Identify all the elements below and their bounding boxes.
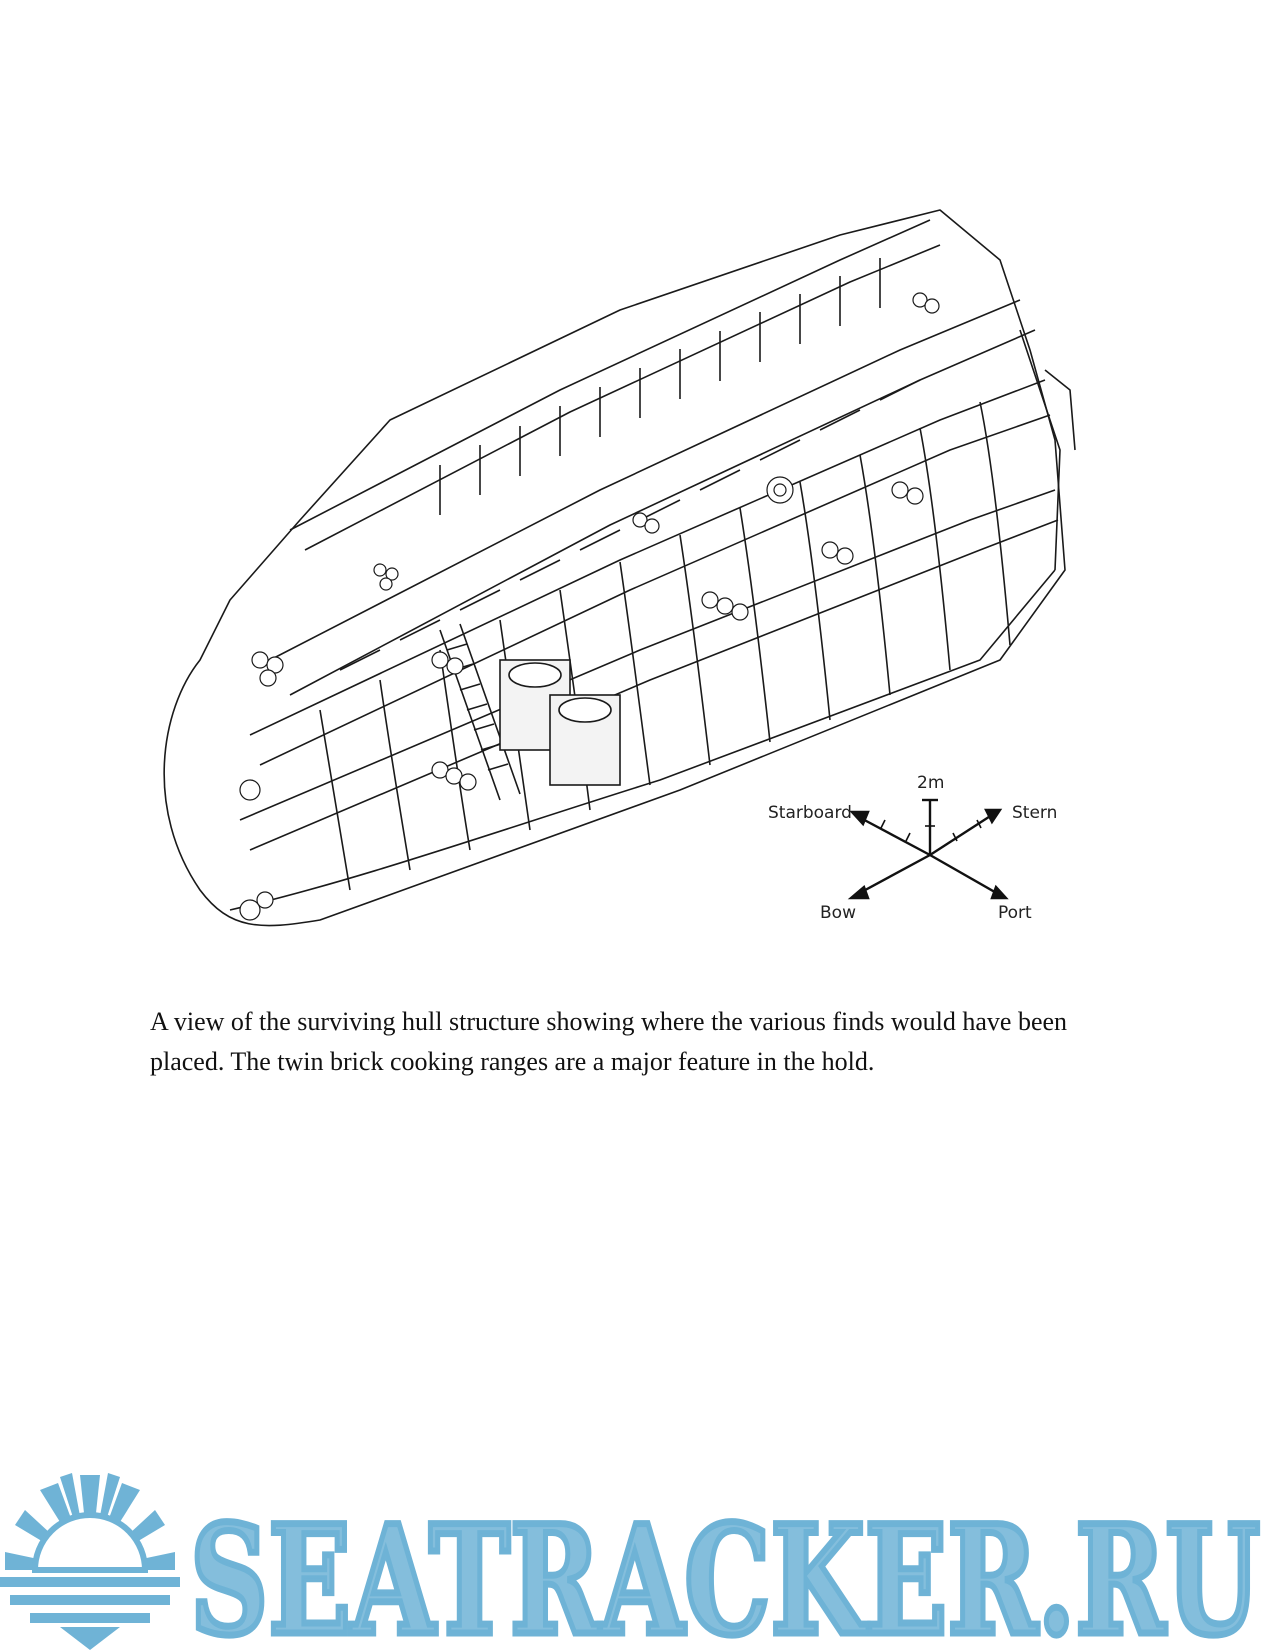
- orientation-compass: [851, 800, 1006, 898]
- hull-cutaway-drawing: [140, 190, 1120, 970]
- sun-icon: [0, 1473, 180, 1650]
- caption-text: A view of the surviving hull structure showing where the various finds would have been placed. The twin brick cooking ranges are a major feature in the hold.: [150, 1007, 1068, 1076]
- hull-illustration-figure: [140, 190, 1120, 970]
- compass-stern-label: Stern: [1012, 803, 1058, 823]
- brick-cooking-ranges: [500, 660, 620, 785]
- cargo-barrels: [240, 293, 939, 920]
- logo-graphic: [0, 1455, 1275, 1650]
- compass-port-label: Port: [998, 903, 1032, 923]
- compass-starboard-label: Starboard: [768, 803, 852, 823]
- compass-bow-label: Bow: [820, 903, 856, 923]
- seatracker-logo: [0, 1455, 1275, 1650]
- logo-text-fill: SEATRACKER.RU: [190, 1493, 1260, 1650]
- logo-text: SEATRACKER.RU: [190, 1493, 1260, 1650]
- figure-caption: [150, 1002, 1110, 1082]
- compass-scale-label: 2m: [917, 773, 945, 793]
